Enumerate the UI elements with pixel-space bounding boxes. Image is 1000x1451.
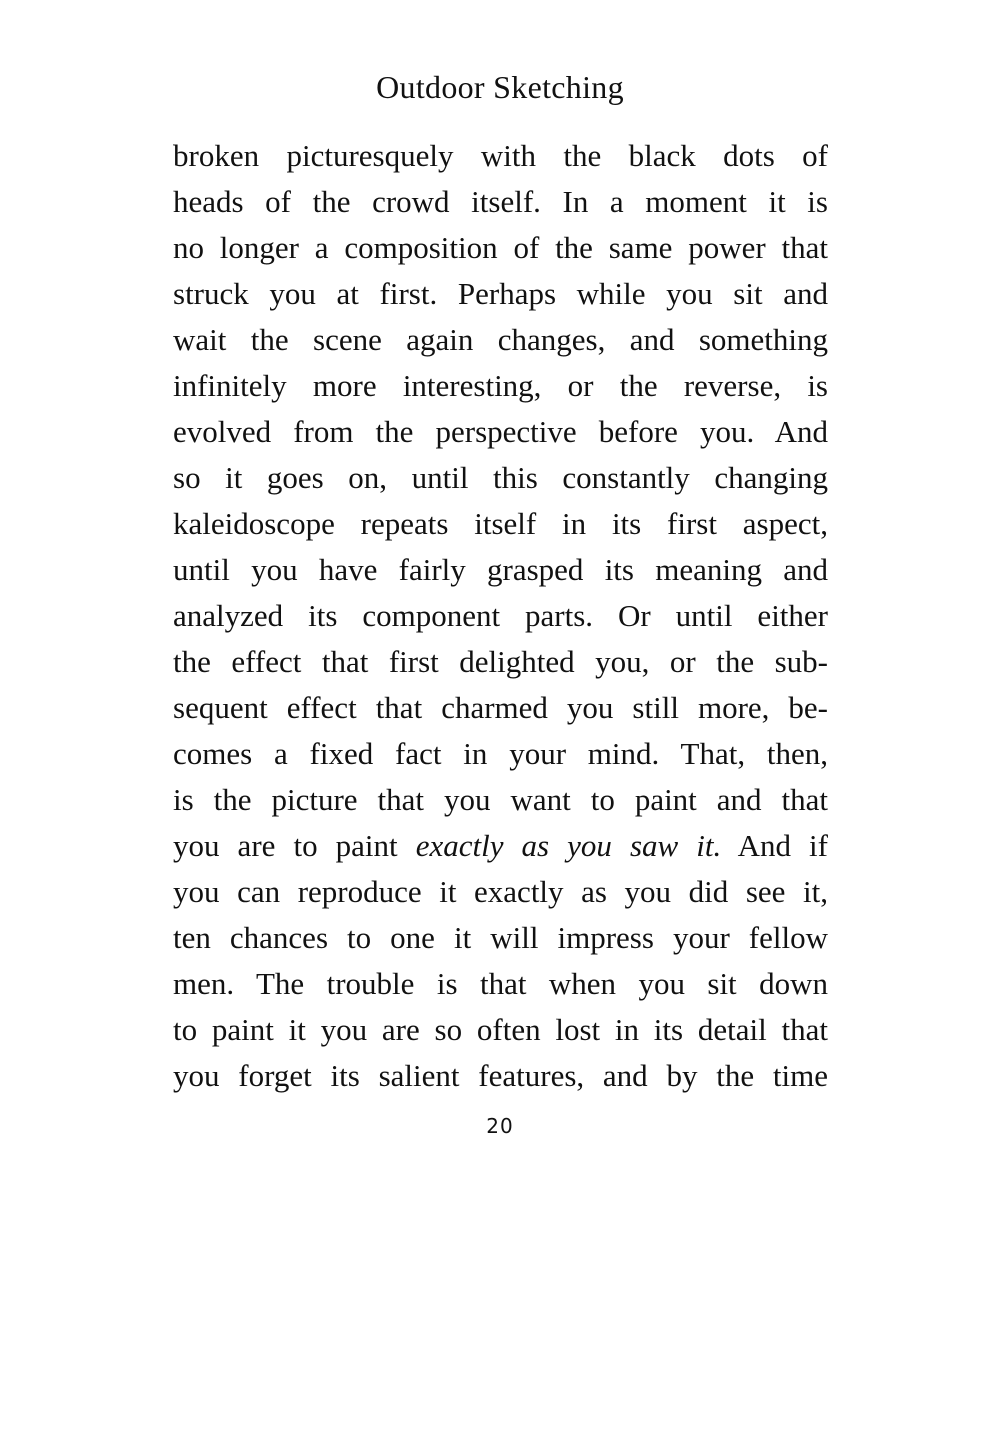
italic-line-after: And if [721,828,828,863]
text-line: is the picture that you want to paint and that [173,782,828,817]
text-line: so it goes on, until this constantly changing [173,460,828,495]
text-line: evolved from the perspective before you. And [173,414,828,449]
text-line: heads of the crowd itself. In a moment it is [173,184,828,219]
italic-line-before: you are to paint [173,828,416,863]
text-line: comes a fixed fact in your mind. That, then, [173,736,828,771]
text-line-with-italic [173,823,828,869]
text-line: analyzed its component parts. Or until either [173,598,828,633]
body-text [173,133,828,1099]
text-line: men. The trouble is that when you sit down [173,966,828,1001]
text-line: sequent effect that charmed you still more, be- [173,690,828,725]
text-line: you can reproduce it exactly as you did see it, [173,874,828,909]
text-line: you forget its salient features, and by the time [173,1058,828,1093]
text-line: to paint it you are so often lost in its detail that [173,1012,828,1047]
text-line: struck you at first. Perhaps while you sit and [173,276,828,311]
text-line: infinitely more interesting, or the reverse, is [173,368,828,403]
text-line: kaleidoscope repeats itself in its first aspect, [173,506,828,541]
text-line: the effect that first delighted you, or the sub- [173,644,828,679]
page-number: 20 [486,1114,514,1138]
text-line: wait the scene again changes, and something [173,322,828,357]
text-line: broken picturesquely with the black dots of [173,138,828,173]
text-line: ten chances to one it will impress your fellow [173,920,828,955]
text-line: until you have fairly grasped its meaning and [173,552,828,587]
text-line: no longer a composition of the same power that [173,230,828,265]
running-head: Outdoor Sketching [376,69,624,105]
italic-emphasis: exactly as you saw it. [415,828,722,863]
